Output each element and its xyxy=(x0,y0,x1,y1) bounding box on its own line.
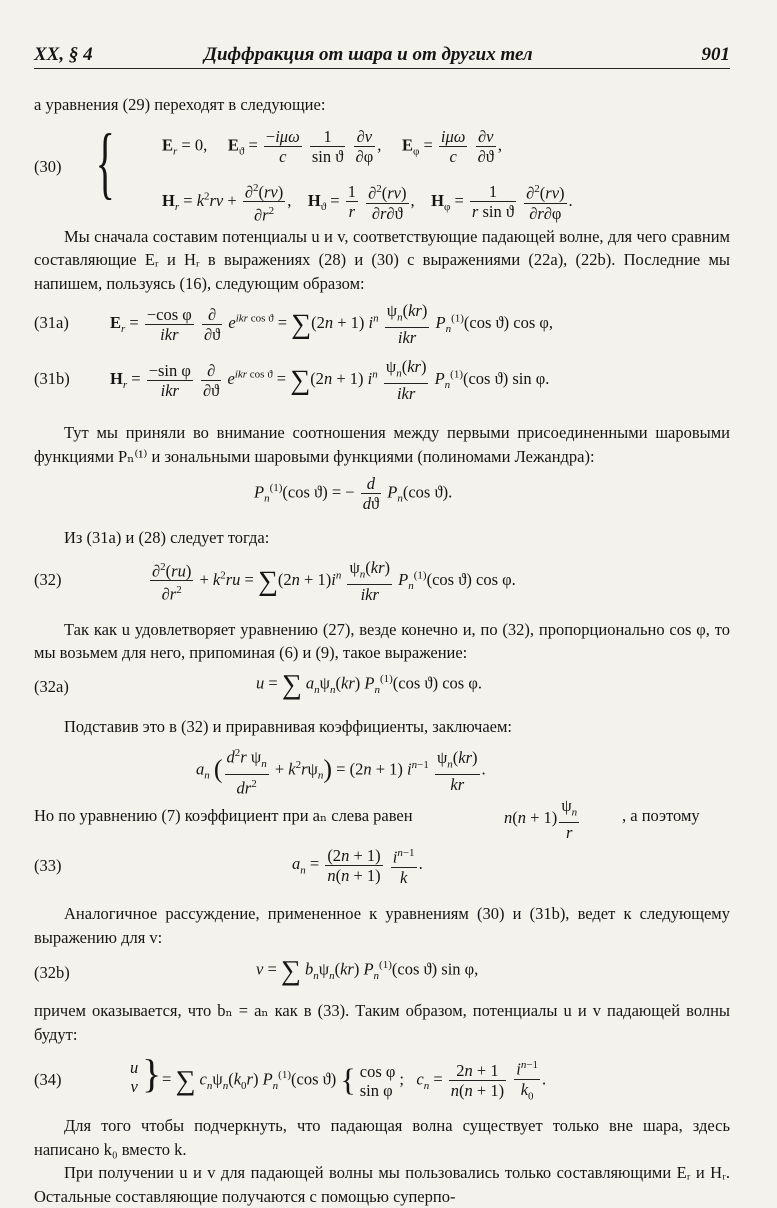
equation-number: (31b) xyxy=(34,369,70,388)
header-title: Диффракция от шара и от других тел xyxy=(204,44,533,65)
equation-30-line-2: $H_r = k^2rv$ + $\frac{\partial^2(rv)}{\partial r^2}$ , $H_ϑ$ = $\frac{1}{r}$ $\frac{\partial^2(rv)}{\partial r\partial ϑ}$ , $H_\varphi$ = $\frac{1}{\text{r sin ϑ}}$ $\frac{\partial^2(rv)}{\partial r\partial\varphi}$ . xyxy=(162,179,573,225)
equation-32a: (32a) u = ∑ $a_n\psi_n(kr)$ $P_n^{(1)}(\cos$ ϑ) cos φ. xyxy=(34,669,482,700)
page xyxy=(34,42,730,1208)
paragraph-6: Подставив это в (32) и приравнивая коэффициенты, заключаем: xyxy=(64,716,513,736)
equation-33: (33) $a_n$ = $\frac{(2n + 1)}{n(n + 1)}$ $\frac{i^{n-1}}{k}$ . xyxy=(34,845,423,887)
running-header xyxy=(34,42,730,69)
equation-legendre: $P_n^{(1)}(\cos$ ϑ) = − $\frac{d}{dϑ}$ $P_n(\cos$ ϑ). xyxy=(254,474,453,513)
header-chapter-section: XX, § 4 xyxy=(34,44,93,65)
equation-30-line-1: $E_r = 0$, $E_ϑ$ = $\frac{\text{−iμω}}{c}$ $\frac{1}{\text{sin ϑ}}$ $\frac{\partial v}{\partial\varphi}$ , $E_\varphi$ = $\frac{\text{iμω}}{c}$ $\frac{\partial v}{\partial ϑ}$ , xyxy=(162,126,503,166)
paragraph-10: Для того чтобы подчеркнуть, что падающая волна существует только вне шара, здесь написано k₀ вместо k. xyxy=(34,1116,730,1159)
equation-number: (32a) xyxy=(34,676,69,696)
paragraph-2: Мы сначала составим потенциалы u и v, соответствующие падающей волне, для чего сравним составляющие Eᵣ и Hᵣ в выражениях (28) и (30) с выражениями (22a), (22b). Последние мы напишем, пользуясь (16), следующим образом: xyxy=(34,226,730,293)
equation-32: (32) $\frac{\partial^2(ru)}{\partial r^2}$ + $k^2ru = \sum(2n + 1)i^n$ $\frac{\psi_n(kr)}{\text{ikr}}$ $P_n^{(1)}(\cos$ ϑ) cos φ. xyxy=(34,557,516,604)
equation-number: (30) xyxy=(34,156,62,176)
paragraph-9: причем оказывается, что bₙ = aₙ как в (33). Таким образом, потенциалы u и v падающей волны будут: xyxy=(34,1001,730,1044)
paragraph-7: Но по уравнению (7) коэффициент при aₙ слева равен n(n + 1) $\frac{\psi_n}{r}$ , а поэтому xyxy=(34,796,700,843)
equation-30 xyxy=(34,117,730,225)
equation-number: (34) xyxy=(34,1070,62,1089)
equation-34: (34) u v } = ∑ $c_n\psi_n(k_0r)$ $P_n^{(1)}(\cos$ ϑ) { cos φ sin φ ; $c_n$ = $\frac{2n + 1}{n(n + 1)}$ $\frac{i^{n-1}}{k_0}$ . xyxy=(34,1051,547,1102)
equation-number: (32b) xyxy=(34,963,70,982)
paragraph-4: Из (31a) и (28) следует тогда: xyxy=(64,528,270,547)
equation-32b: (32b) v = ∑ $b_n\psi_n(kr)$ $P_n^{(1)}(\cos$ ϑ) sin φ, xyxy=(34,955,479,987)
header-page-number: 901 xyxy=(701,44,730,65)
equation-number: (31a) xyxy=(34,313,69,332)
paragraph-5: Так как u удовлетворяет уравнению (27), везде конечно и, по (32), пропорционально cos φ, то мы возьмем для него, припоминая (6) и (9), такое выражение: xyxy=(34,619,730,662)
equation-31a: (31a) $E_r$ = $\frac{\text{−cos φ}}{\text{ikr}}$ $\frac{\partial}{\partial ϑ}$ $e^{ikr cos ϑ} = \sum(2n + 1)$ $i^n$ $\frac{\psi_n(kr)}{\text{ikr}}$ $P_n^{(1)}(\cos$ ϑ) cos φ, xyxy=(34,301,554,348)
equation-31b: (31b) $H_r$ = $\frac{\text{−sin φ}}{\text{ikr}}$ $\frac{\partial}{\partial ϑ}$ $e^{ikr cos ϑ} = \sum(2n + 1)$ $i^n$ $\frac{\psi_n(kr)}{\text{ikr}}$ $P_n^{(1)}(\cos$ ϑ) sin φ. xyxy=(34,357,550,404)
equation-number: (33) xyxy=(34,856,62,875)
paragraph-8: Аналогичное рассуждение, примененное к уравнениям (30) и (31b), ведет к следующему выражению для v: xyxy=(34,904,730,947)
paragraph-1: а уравнения (29) переходят в следующие: xyxy=(34,95,326,114)
equation-number: (32) xyxy=(34,569,62,589)
paragraph-3: Тут мы приняли во внимание соотношения между первыми присоединенными шаровыми функциями Pₙ⁽¹⁾ и зональными шаровыми функциями (полиномами Лежандра): xyxy=(34,423,730,466)
paragraph-11: При получении u и v для падающей волны мы пользовались только составляющими Eᵣ и Hᵣ. Остальные составляющие получаются с помощью суперпо- xyxy=(34,1163,730,1206)
left-brace: { xyxy=(95,118,115,207)
equation-coefficients: $a_n$ ( $\frac{d^2r \psi_n}{dr^2}$ + $k^2r\psi_n) = (2n + 1)$ $i^{n-1}$ $\frac{\psi_n(kr)}{kr}$ . xyxy=(34,738,730,796)
